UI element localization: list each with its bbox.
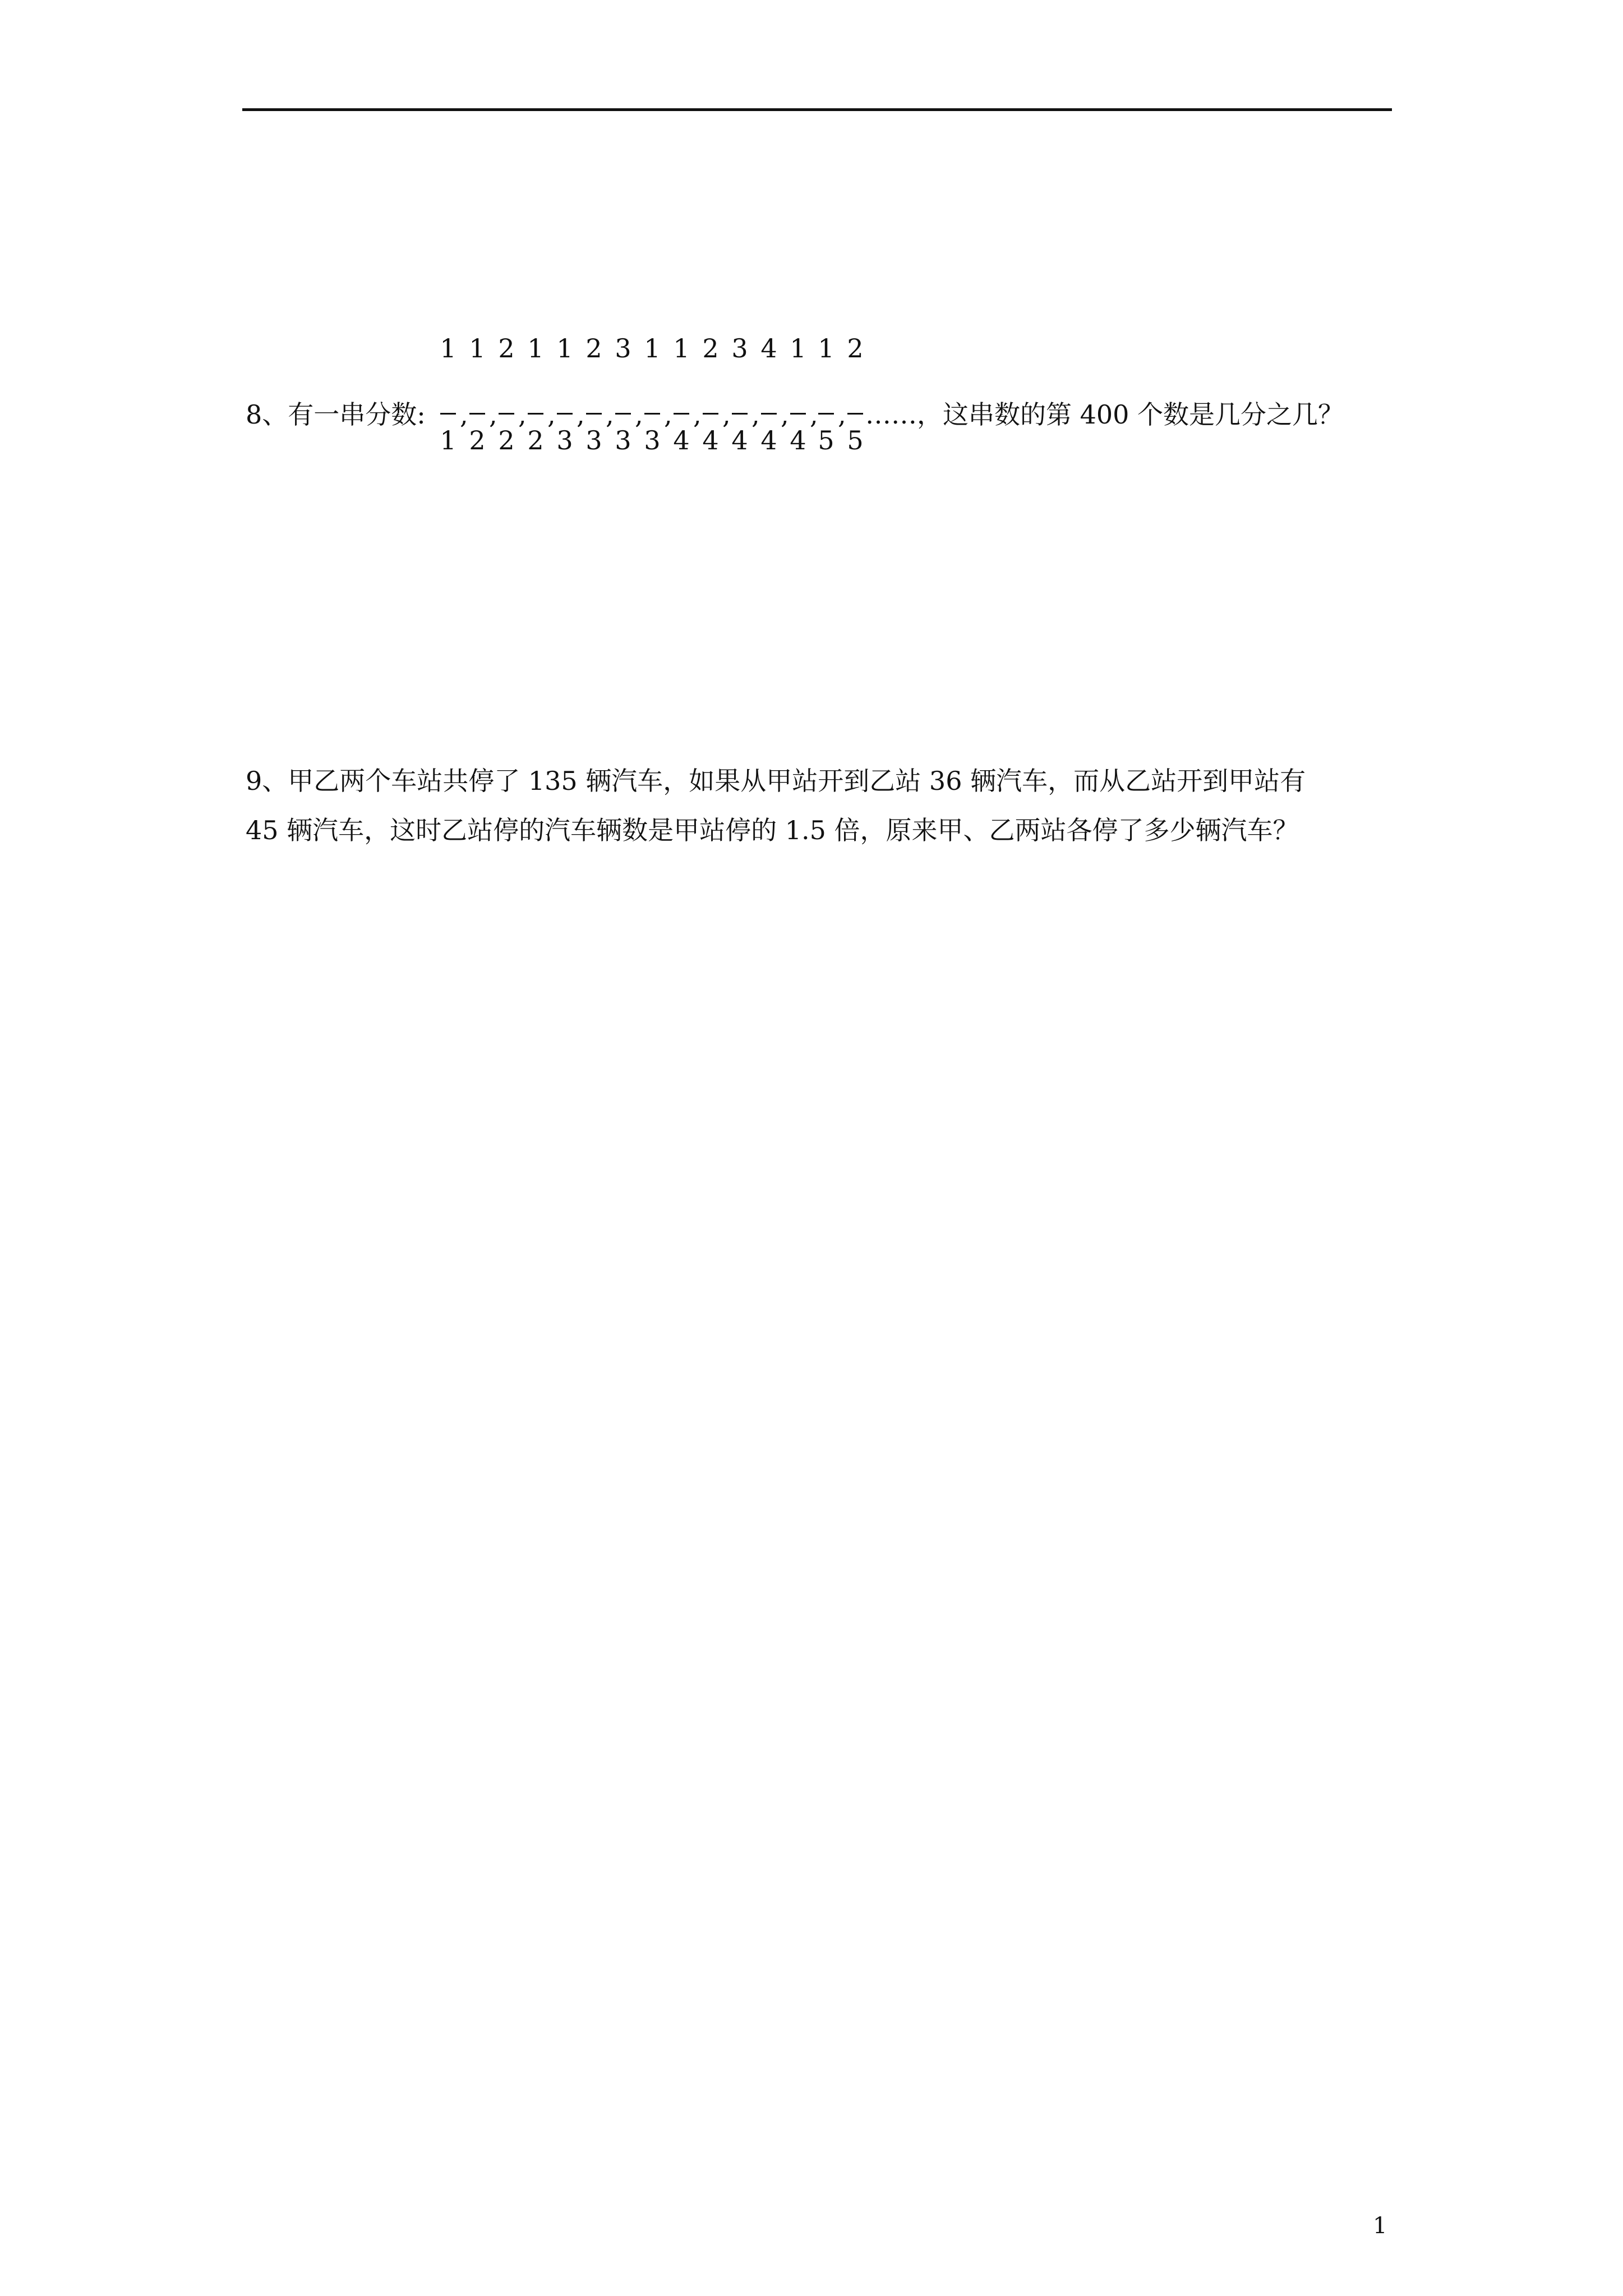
fraction-separator: , bbox=[518, 399, 527, 430]
fraction-separator: , bbox=[722, 399, 731, 430]
fraction bbox=[785, 331, 811, 466]
fraction-bar bbox=[732, 413, 748, 415]
fraction-bar bbox=[761, 413, 777, 415]
fraction-denominator: 2 bbox=[527, 425, 544, 455]
fraction bbox=[494, 331, 519, 466]
fraction-numerator: 2 bbox=[585, 333, 602, 364]
fraction-separator: , bbox=[693, 399, 702, 430]
fraction-bar bbox=[499, 413, 514, 415]
fraction-denominator: 2 bbox=[469, 425, 486, 455]
fraction bbox=[727, 331, 753, 466]
fraction-separator: , bbox=[460, 399, 468, 430]
fraction-separator: , bbox=[664, 399, 672, 430]
fraction-numerator: 1 bbox=[673, 333, 690, 364]
fraction-bar bbox=[703, 413, 718, 415]
fraction-separator: , bbox=[751, 399, 760, 430]
fraction bbox=[813, 331, 839, 466]
fraction-denominator: 4 bbox=[673, 425, 690, 455]
fraction bbox=[668, 331, 694, 466]
fraction bbox=[581, 331, 607, 466]
fraction bbox=[464, 331, 490, 466]
fraction-separator: , bbox=[781, 399, 789, 430]
fraction-separator: , bbox=[606, 399, 614, 430]
fraction-denominator: 2 bbox=[498, 425, 515, 455]
fraction-denominator: 4 bbox=[702, 425, 719, 455]
fraction-numerator: 2 bbox=[847, 333, 864, 364]
fraction bbox=[435, 331, 461, 466]
fraction-numerator: 2 bbox=[702, 333, 719, 364]
fraction-separator: , bbox=[577, 399, 585, 430]
fraction-separator: , bbox=[838, 399, 846, 430]
page-number: 1 bbox=[1373, 2213, 1387, 2239]
fraction-bar bbox=[615, 413, 631, 415]
question-9 bbox=[246, 756, 1401, 855]
fraction-numerator: 1 bbox=[440, 333, 457, 364]
fraction-denominator: 3 bbox=[644, 425, 661, 455]
fraction-numerator: 1 bbox=[818, 333, 834, 364]
fraction-separator: , bbox=[635, 399, 643, 430]
fraction-denominator: 5 bbox=[818, 425, 834, 455]
question-8-tail: ……，这串数的第 400 个数是几分之几？ bbox=[865, 399, 1344, 430]
fraction-bar bbox=[644, 413, 660, 415]
fraction-bar bbox=[790, 413, 806, 415]
fraction-numerator: 4 bbox=[760, 333, 777, 364]
fraction bbox=[523, 331, 548, 466]
fraction-bar bbox=[528, 413, 543, 415]
fraction-numerator: 2 bbox=[498, 333, 515, 364]
fraction-bar bbox=[557, 413, 573, 415]
fraction-numerator: 1 bbox=[527, 333, 544, 364]
question-9-line: 9、甲乙两个车站共停了 135 辆汽车，如果从甲站开到乙站 36 辆汽车，而从乙站开到甲站有 bbox=[246, 766, 1306, 796]
fraction-numerator: 1 bbox=[556, 333, 573, 364]
fraction-denominator: 1 bbox=[440, 425, 457, 455]
header-rule bbox=[242, 108, 1392, 111]
fraction-numerator: 3 bbox=[615, 333, 631, 364]
fraction-bar bbox=[440, 413, 456, 415]
fraction-separator: , bbox=[810, 399, 818, 430]
question-9-line: 45 辆汽车，这时乙站停的汽车辆数是甲站停的 1.5 倍，原来甲、乙两站各停了多少辆汽车？ bbox=[246, 815, 1299, 845]
fraction-denominator: 3 bbox=[556, 425, 573, 455]
fraction-denominator: 4 bbox=[731, 425, 748, 455]
fraction bbox=[756, 331, 782, 466]
fraction-denominator: 4 bbox=[790, 425, 806, 455]
fraction bbox=[698, 331, 723, 466]
fraction-separator: , bbox=[489, 399, 497, 430]
fraction-separator: , bbox=[547, 399, 556, 430]
question-8-lead: 8、有一串分数: bbox=[246, 399, 426, 430]
fraction-denominator: 3 bbox=[585, 425, 602, 455]
fraction-numerator: 1 bbox=[790, 333, 806, 364]
question-8 bbox=[246, 331, 1401, 466]
fraction bbox=[842, 331, 868, 466]
fraction-bar bbox=[469, 413, 485, 415]
fraction-bar bbox=[586, 413, 602, 415]
fraction bbox=[639, 331, 665, 466]
fraction-denominator: 5 bbox=[847, 425, 864, 455]
fraction bbox=[610, 331, 636, 466]
fraction-denominator: 4 bbox=[760, 425, 777, 455]
fraction-bar bbox=[818, 413, 834, 415]
fraction-numerator: 1 bbox=[644, 333, 661, 364]
fraction-bar bbox=[847, 413, 863, 415]
fraction-numerator: 1 bbox=[469, 333, 486, 364]
fraction-denominator: 3 bbox=[615, 425, 631, 455]
fraction-numerator: 3 bbox=[731, 333, 748, 364]
fraction bbox=[552, 331, 578, 466]
fraction-bar bbox=[674, 413, 689, 415]
